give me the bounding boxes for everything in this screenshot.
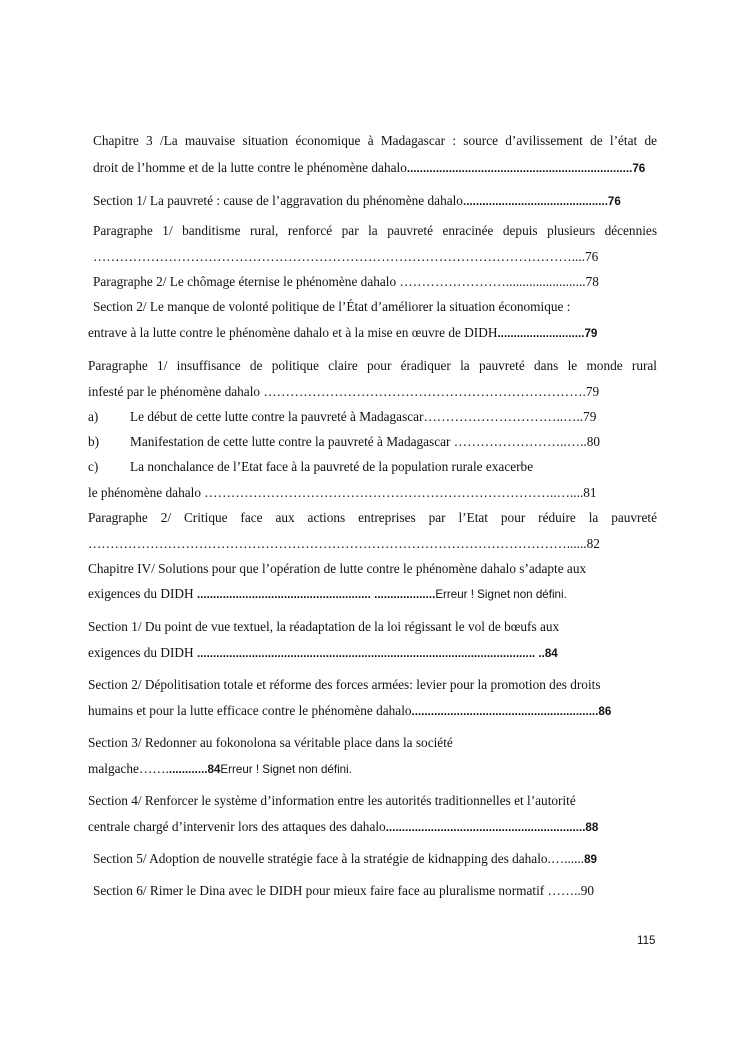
toc-paragraph2[interactable]: Paragraphe 2/ Le chômage éternise le phénomène dahalo ……………………........................78 [93,274,599,289]
toc-section1[interactable] [93,193,621,210]
toc-section2-line1: Section 2/ Le manque de volonté politique de l’État d’améliorer la situation économique : [93,299,571,314]
toc-page-number: 86 [598,705,612,718]
toc-page-number: 84 [207,763,221,776]
toc-c4-section6[interactable]: Section 6/ Rimer le Dina avec le DIDH pour mieux faire face au pluralisme normatif ……..90 [93,883,595,898]
toc-item-a[interactable] [88,409,596,425]
toc-leader-dots: ...................................................................... [406,162,633,175]
toc-entry-text: humains et pour la lutte efficace contre le phénomène dahalo [88,703,412,718]
list-marker: c) [88,459,99,474]
toc-entry-text: Section 1/ La pauvreté : cause de l’aggravation du phénomène dahalo [93,193,463,208]
toc-s2-paragraph2-line2[interactable]: ………………………………………………………………………………………………......82 [88,536,600,551]
toc-chapter4-line2[interactable] [88,586,567,603]
list-marker: b) [88,434,100,449]
toc-entry-text: entrave à la lutte contre le phénomène dahalo et à la mise en œuvre de DIDH [88,325,498,340]
toc-leader-dots: .......................................................... [411,705,599,718]
toc-entry-text: malgache……. [88,761,169,776]
toc-item-b[interactable] [88,434,600,450]
toc-s2-paragraph1-line1: Paragraphe 1/ insuffisance de politique claire pour éradiquer la pauvreté dans le monde rural [88,358,657,373]
toc-chapter3-line2[interactable] [93,160,645,177]
toc-leader-dots: ............................................. [462,195,608,208]
toc-entry-text: centrale chargé d’intervenir lors des attaques des dahalo [88,819,386,834]
toc-chapter3-line1: Chapitre 3 /La mauvaise situation économique à Madagascar : source d’avilissement de l’état de [93,133,657,148]
toc-leader-dots: ............ [168,763,208,776]
bookmark-error: Erreur ! Signet non défini. [220,763,352,776]
toc-s2-paragraph1-line2[interactable]: infesté par le phénomène dahalo ……………………………………………………………….79 [88,384,600,399]
toc-c4-section4-line1: Section 4/ Renforcer le système d’information entre les autorités traditionnelles et l’autorité [88,793,576,808]
toc-c4-section1-line2[interactable] [88,645,558,662]
toc-c4-section4-line2[interactable] [88,819,598,836]
toc-section2-line2[interactable] [88,325,597,342]
toc-entry-text: Manifestation de cette lutte contre la pauvreté à Madagascar ……………………..…..80 [130,434,601,449]
toc-paragraph1-line1: Paragraphe 1/ banditisme rural, renforcé par la pauvreté enracinée depuis plusieurs décennies [93,223,657,238]
toc-c4-section3-line1: Section 3/ Redonner au fokonolona sa véritable place dans la société [88,735,453,750]
toc-leader-dots: ......................................................................................................... .. [196,647,545,660]
toc-leader-dots: ...................................................... ................... [196,588,436,601]
toc-c4-section2-line1: Section 2/ Dépolitisation totale et réforme des forces armées: levier pour la promotion des droits [88,677,601,692]
toc-c4-section1-line1: Section 1/ Du point de vue textuel, la réadaptation de la loi régissant le vol de bœufs aux [88,619,560,634]
toc-page-number: 76 [632,162,646,175]
toc-c4-section2-line2[interactable] [88,703,611,720]
toc-leader-dots: .............................................................. [385,821,586,834]
list-marker: a) [88,409,99,424]
toc-chapter4-line1: Chapitre IV/ Solutions pour que l’opération de lutte contre le phénomène dahalo s’adapte aux [88,561,587,576]
toc-paragraph1-line2[interactable]: ………………………………………………………………………………………………....76 [93,249,599,264]
toc-page-number: 84 [544,647,558,660]
toc-item-c-line1[interactable] [88,459,533,475]
toc-entry-text: Section 5/ Adoption de nouvelle stratégie face à la stratégie de kidnapping des dahalo.…...... [93,851,585,866]
toc-page-number: 76 [607,195,621,208]
toc-entry-text: Le début de cette lutte contre la pauvreté à Madagascar…………………………..…..79 [130,409,597,424]
toc-entry-text: exigences du DIDH [88,586,197,601]
toc-c4-section3-line2[interactable] [88,761,352,778]
bookmark-error: Erreur ! Signet non défini. [435,588,567,601]
toc-item-c-line2[interactable]: le phénomène dahalo ……………………………………………………………………..…....81 [88,485,597,500]
toc-page-number: 89 [584,853,598,866]
toc-leader-dots: ........................... [497,327,585,340]
toc-c4-section5[interactable] [93,851,597,868]
toc-entry-text: droit de l’homme et de la lutte contre le phénomène dahalo [93,160,407,175]
toc-page-number: 79 [584,327,598,340]
page-number: 115 [637,934,656,947]
toc-s2-paragraph2-line1: Paragraphe 2/ Critique face aux actions entreprises par l’Etat pour réduire la pauvreté [88,510,657,525]
toc-page-number: 88 [585,821,599,834]
toc-entry-text: La nonchalance de l’Etat face à la pauvreté de la population rurale exacerbe [130,459,534,474]
toc-entry-text: exigences du DIDH [88,645,197,660]
